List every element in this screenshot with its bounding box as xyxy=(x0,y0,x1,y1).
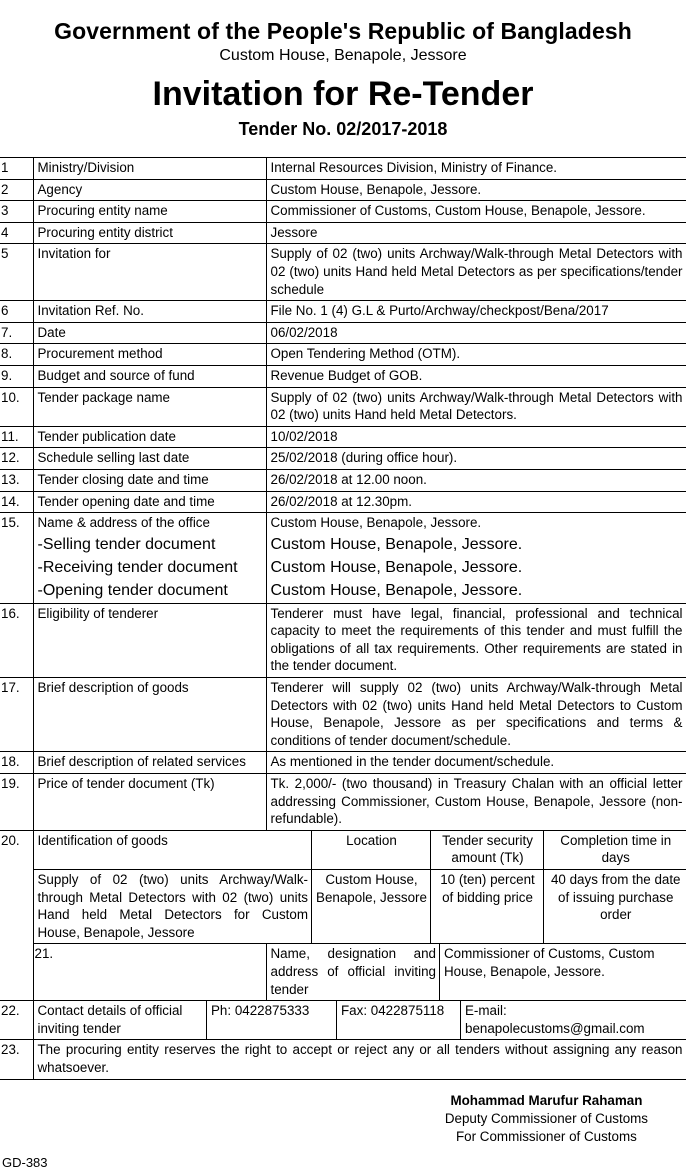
official-value: Commissioner of Customs, Custom House, Benapole, Jessore. xyxy=(444,946,655,979)
goods-header-completion: Completion time in days xyxy=(544,831,686,870)
goods-table xyxy=(34,831,686,944)
table-row xyxy=(0,365,686,387)
row-value: 26/02/2018 at 12.00 noon. xyxy=(266,469,686,491)
table-row xyxy=(0,387,686,426)
row-value: Supply of 02 (two) units Archway/Walk-through Metal Detectors with 02 (two) units Hand held Metal Detectors. xyxy=(266,387,686,426)
row-value: Custom House, Benapole, Jessore. xyxy=(266,580,686,604)
row-number: 8. xyxy=(0,344,33,366)
row-label: Tender closing date and time xyxy=(33,469,266,491)
table-row xyxy=(0,603,686,677)
table-row xyxy=(0,426,686,448)
row-number: 6 xyxy=(0,301,33,323)
table-row xyxy=(0,678,686,752)
row-number: 19. xyxy=(0,774,33,831)
table-row xyxy=(0,491,686,513)
row-number: 17. xyxy=(0,678,33,752)
row-label: Invitation for xyxy=(33,244,266,301)
table-row xyxy=(0,201,686,223)
row-value: 06/02/2018 xyxy=(266,322,686,344)
row-number: 14. xyxy=(0,491,33,513)
signatory-for: For Commissioner of Customs xyxy=(456,1129,637,1144)
row-value: Custom House, Benapole, Jessore. xyxy=(266,557,686,580)
row-label: Procurement method xyxy=(33,344,266,366)
row-number: 10. xyxy=(0,387,33,426)
row-value: 26/02/2018 at 12.30pm. xyxy=(266,491,686,513)
row-value: Commissioner of Customs, Custom House, Benapole, Jessore. xyxy=(266,201,686,223)
row-label: Agency xyxy=(33,179,266,201)
row-value: Tenderer must have legal, financial, professional and technical capacity to meet the requirements of this tender and must fulfill the obligations of all tax requirements. Other requirements are stated in the tender document. xyxy=(266,603,686,677)
table-row xyxy=(0,322,686,344)
row-label: Schedule selling last date xyxy=(33,448,266,470)
row-number: 16. xyxy=(0,603,33,677)
contact-email-cell xyxy=(461,1001,686,1039)
row-label: Invitation Ref. No. xyxy=(33,301,266,323)
row-number xyxy=(0,534,33,557)
row-label: Tender package name xyxy=(33,387,266,426)
row-label: -Receiving tender document xyxy=(33,557,266,580)
row-label: Price of tender document (Tk) xyxy=(33,774,266,831)
row-value: Supply of 02 (two) units Archway/Walk-through Metal Detectors with 02 (two) units Hand held Metal Detectors as per specifications/tender schedule xyxy=(266,244,686,301)
table-row xyxy=(0,179,686,201)
tender-rows xyxy=(0,158,686,831)
row-number: 5 xyxy=(0,244,33,301)
table-row xyxy=(0,580,686,604)
goods-header-security: Tender security amount (Tk) xyxy=(431,831,544,870)
table-row xyxy=(0,222,686,244)
contact-phone: Ph: 0422875333 xyxy=(207,1001,337,1039)
row-value: Open Tendering Method (OTM). xyxy=(266,344,686,366)
row-label: -Selling tender document xyxy=(33,534,266,557)
goods-identification: Supply of 02 (two) units Archway/Walk-through Metal Detectors with 02 (two) units Hand held Metal Detectors for Custom House, Benapole, Jessore xyxy=(34,870,312,944)
row-label: Procuring entity name xyxy=(33,201,266,223)
row-number: 2 xyxy=(0,179,33,201)
row-number: 9. xyxy=(0,365,33,387)
row-value: Jessore xyxy=(266,222,686,244)
table-row xyxy=(0,774,686,831)
table-row xyxy=(0,513,686,534)
row-label: Tender publication date xyxy=(33,426,266,448)
row-label: Brief description of related services xyxy=(33,752,266,774)
row-number xyxy=(0,557,33,580)
government-heading: Government of the People's Republic of Bangladesh xyxy=(54,18,632,44)
row-value: As mentioned in the tender document/schedule. xyxy=(266,752,686,774)
goods-header-location: Location xyxy=(312,831,431,870)
row-number: 15. xyxy=(0,513,33,534)
tender-number: Tender No. 02/2017-2018 xyxy=(238,119,448,139)
row-value: Internal Resources Division, Ministry of Finance. xyxy=(266,158,686,180)
row-label: Ministry/Division xyxy=(33,158,266,180)
goods-security: 10 (ten) percent of bidding price xyxy=(431,870,544,944)
row-value: Custom House, Benapole, Jessore. xyxy=(266,534,686,557)
row-value: 10/02/2018 xyxy=(266,426,686,448)
row-number: 12. xyxy=(0,448,33,470)
office-subheading: Custom House, Benapole, Jessore xyxy=(219,47,467,64)
footer-code: GD-383 xyxy=(2,1155,48,1170)
row-number: 3 xyxy=(0,201,33,223)
row-value: 25/02/2018 (during office hour). xyxy=(266,448,686,470)
document-title: Invitation for Re-Tender xyxy=(152,75,534,113)
row-number: 20. xyxy=(0,830,33,1000)
row-value: Custom House, Benapole, Jessore. xyxy=(266,179,686,201)
row-label: Tender opening date and time xyxy=(33,491,266,513)
signatory-designation: Deputy Commissioner of Customs xyxy=(444,1111,648,1126)
row-label: Name & address of the office xyxy=(33,513,266,534)
row-label: Procuring entity district xyxy=(33,222,266,244)
official-label: Name, designation and address of official inviting tender xyxy=(267,944,440,1000)
table-row xyxy=(0,448,686,470)
table-row xyxy=(0,158,686,180)
row-number: 13. xyxy=(0,469,33,491)
goods-completion: 40 days from the date of issuing purchase order xyxy=(544,870,686,944)
row-number: 1 xyxy=(0,158,33,180)
row-number: 7. xyxy=(0,322,33,344)
row-label: -Opening tender document xyxy=(33,580,266,604)
table-row xyxy=(0,244,686,301)
goods-location: Custom House, Benapole, Jessore xyxy=(312,870,431,944)
tender-details-table xyxy=(0,157,686,1080)
contact-email[interactable]: benapolecustoms@gmail.com xyxy=(465,1020,645,1036)
row-number: 11. xyxy=(0,426,33,448)
table-row xyxy=(0,344,686,366)
reserve-text: The procuring entity reserves the right to accept or reject any or all tenders without assigning any reason whatsoever. xyxy=(33,1040,686,1079)
row-label: Eligibility of tenderer xyxy=(33,603,266,677)
row-number: 22. xyxy=(0,1001,33,1040)
signature-block xyxy=(445,1092,648,1146)
table-row xyxy=(0,469,686,491)
table-row xyxy=(0,301,686,323)
table-row xyxy=(0,752,686,774)
row-value: File No. 1 (4) G.L & Purto/Archway/checkpost/Bena/2017 xyxy=(266,301,686,323)
contact-label: Contact details of official inviting tender xyxy=(34,1001,207,1039)
goods-header-identification: Identification of goods xyxy=(34,831,312,870)
row-label: Budget and source of fund xyxy=(33,365,266,387)
row-value: Tenderer will supply 02 (two) units Archway/Walk-through Metal Detectors with 02 (two) units Hand held Metal Detectors to Custom House, Benapole, Jessore as per specifications and terms & conditions of tender document/schedule. xyxy=(266,678,686,752)
contact-email-label: E-mail: xyxy=(465,1003,507,1019)
row-value: Revenue Budget of GOB. xyxy=(266,365,686,387)
row-number: 4 xyxy=(0,222,33,244)
row-number: 21. xyxy=(33,944,266,1001)
goods-section xyxy=(0,830,686,1079)
signatory-name: Mohammad Marufur Rahaman xyxy=(450,1093,643,1108)
contact-fax: Fax: 0422875118 xyxy=(337,1001,461,1039)
table-row xyxy=(0,557,686,580)
row-label: Date xyxy=(33,322,266,344)
document-header xyxy=(0,0,686,140)
row-label: Brief description of goods xyxy=(33,678,266,752)
row-number: 23. xyxy=(0,1040,33,1079)
table-row xyxy=(0,534,686,557)
row-value: Custom House, Benapole, Jessore. xyxy=(266,513,686,534)
row-number xyxy=(0,580,33,604)
row-number: 18. xyxy=(0,752,33,774)
row-value: Tk. 2,000/- (two thousand) in Treasury Chalan with an official letter addressing Commissioner, Custom House, Benapole, Jessore (non-refundable). xyxy=(266,774,686,831)
